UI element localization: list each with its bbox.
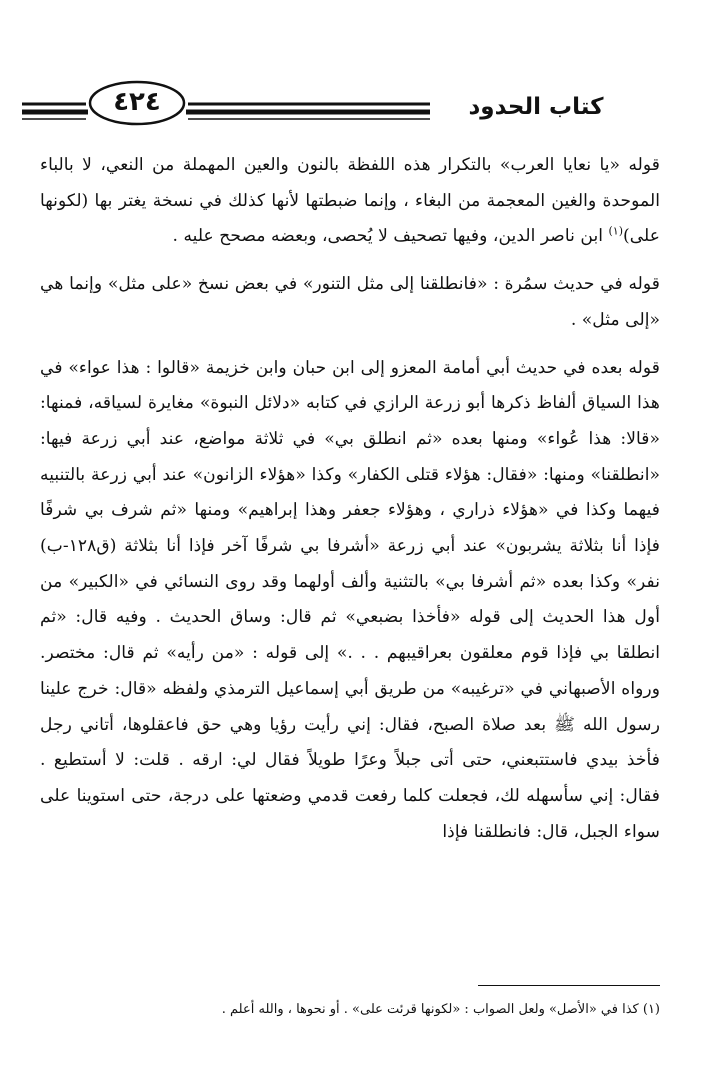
- page-number: ٤٢٤: [113, 87, 161, 117]
- page-header: [0, 0, 703, 140]
- footnote-reference[interactable]: (١): [608, 224, 624, 238]
- paragraph-1-text: قوله «يا نعايا العرب» بالتكرار هذه اللفظة بالنون والعين المهملة من النعي، لا بالباء الموحدة والغين المعجمة من البغاء ، وإنما ضبطتها لأنها كذلك في نسخة يغتر بها (لكونها على): [40, 155, 660, 247]
- paragraph-1-continuation: ابن ناصر الدين، وفيها تصحيف لا يُحصى، وبعضه مصحح عليه .: [172, 226, 609, 247]
- paragraph-2: قوله في حديث سمُرة : «فانطلقنا إلى مثل التنور» في بعض نسخ «على مثل» وإنما هي «إلى مثل» .: [40, 274, 660, 330]
- running-title: كتاب الحدود: [468, 94, 604, 120]
- footnote-separator: [478, 985, 660, 986]
- footnote-text: (١) كذا في «الأصل» ولعل الصواب : «لكونها قرئت على» . أو نحوها ، والله أعلم .: [221, 1002, 660, 1017]
- body-text: [40, 148, 660, 850]
- paragraph-1: [40, 148, 660, 255]
- paragraph-3: قوله بعده في حديث أبي أمامة المعزو إلى ابن حبان وابن خزيمة «قالوا : هذا عواء» في هذا السياق ألفاظ ذكرها أبو زرعة الرازي في كتابه «دلائل النبوة» مغايرة لسياقه، فمنها: «قالا: هذا عُواء» ومنها بعده «ثم انطلق بي» في ثلاثة مواضع، عند أبي زرعة فيها: «انطلقنا» ومنها: «فقال: هؤلاء قتلى الكفار» وكذا «هؤلاء الزانون» عند أبي زرعة بالتنبيه فيهما وكذا في «هؤلاء ذراري ، وهؤلاء جعفر وهذا إبراهيم» ومنها «ثم شرف بي شرفًا فإذا أنا بثلاثة يشربون» عند أبي زرعة «أشرفا بي شرفًا آخر فإذا أنا بثلاثة (ق١٢٨-ب) نفر» وكذا بعده «ثم أشرفا بي» بالتثنية وألف أولهما وقد روى النسائي في «الكبير» من أول هذا الحديث إلى قوله «فأخذا بضبعي» ثم قال: وساق الحديث . وفيه قال: «ثم انطلقا بي فإذا قوم معلقون بعراقيبهم . . .» إلى قوله : «من رأيه» ثم قال: مختصر. ورواه الأصبهاني في «ترغيبه» من طريق أبي إسماعيل الترمذي ولفظه «قال: خرج علينا رسول الله ﷺ بعد صلاة الصبح، فقال: إني رأيت رؤيا وهي حق فاعقلوها، أتاني رجل فأخذ بيدي فاستتبعني، حتى أتى جبلاً وعرًا طويلاً فقال لي: ارقه . قلت: لا أستطيع . فقال: إني سأسهله لك، فجعلت كلما رفعت قدمي وضعتها على درجة، حتى استوينا على سواء الجبل، قال: فانطلقنا فإذا: [40, 357, 660, 842]
